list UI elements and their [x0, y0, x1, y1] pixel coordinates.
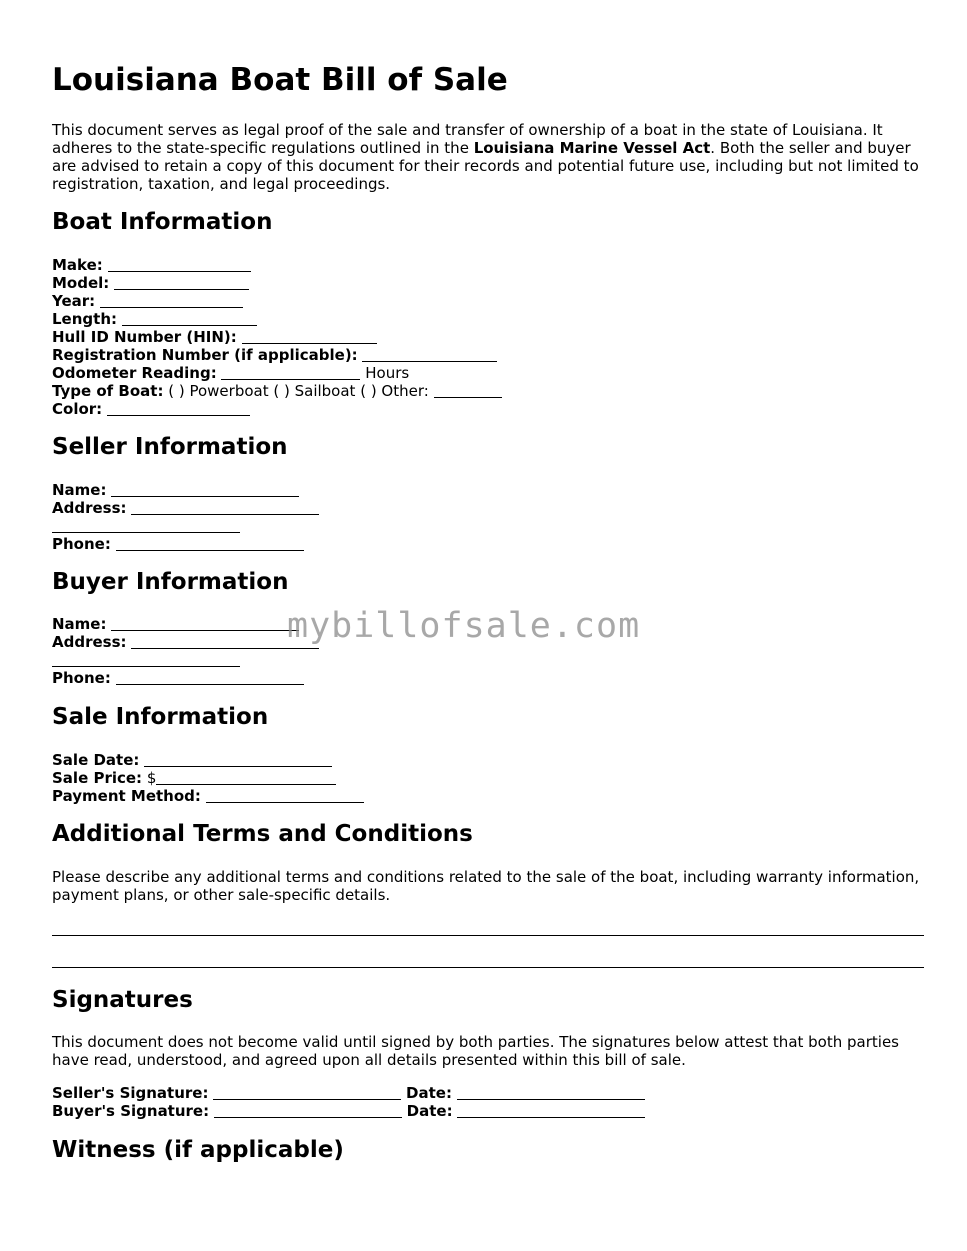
document-title: Louisiana Boat Bill of Sale	[52, 62, 508, 98]
registration-field	[52, 346, 502, 364]
sale-info-fields	[52, 751, 364, 805]
currency-symbol: $	[146, 769, 157, 787]
year-label: Year:	[52, 292, 96, 310]
sale-price-label: Sale Price:	[52, 769, 143, 787]
payment-method-blank[interactable]	[206, 788, 364, 803]
odometer-unit: Hours	[365, 364, 410, 382]
hin-label: Hull ID Number (HIN):	[52, 328, 237, 346]
hin-blank[interactable]	[242, 329, 377, 344]
make-label: Make:	[52, 256, 103, 274]
boat-type-other-blank[interactable]	[434, 383, 502, 398]
signatures-heading: Signatures	[52, 987, 193, 1013]
sale-date-label: Sale Date:	[52, 751, 140, 769]
signatures-text: This document does not become valid until signed by both parties. The signatures below attest that both parties have read, understood, and agreed upon all details presented within this bill of sale.	[52, 1033, 899, 1069]
seller-phone-field	[52, 535, 319, 553]
seller-info-fields	[52, 481, 319, 553]
seller-info-heading: Seller Information	[52, 434, 288, 460]
seller-phone-blank[interactable]	[116, 536, 304, 551]
seller-name-label: Name:	[52, 481, 107, 499]
seller-address-line-2	[52, 517, 319, 535]
year-field	[52, 292, 502, 310]
seller-signature-blank[interactable]	[213, 1085, 401, 1100]
buyer-signature-label: Buyer's Signature:	[52, 1102, 210, 1120]
sale-info-heading: Sale Information	[52, 704, 269, 730]
registration-blank[interactable]	[362, 347, 497, 362]
signature-fields	[52, 1084, 645, 1120]
terms-heading: Additional Terms and Conditions	[52, 821, 473, 847]
seller-address-label: Address:	[52, 499, 127, 517]
length-blank[interactable]	[122, 311, 257, 326]
model-blank[interactable]	[114, 275, 249, 290]
buyer-signature-row	[52, 1102, 645, 1120]
buyer-name-label: Name:	[52, 615, 107, 633]
length-field	[52, 310, 502, 328]
boat-info-heading: Boat Information	[52, 209, 273, 235]
intro-act-name: Louisiana Marine Vessel Act	[473, 139, 711, 157]
buyer-info-heading: Buyer Information	[52, 569, 289, 595]
terms-line-1[interactable]	[52, 935, 924, 936]
odometer-blank[interactable]	[221, 365, 360, 380]
buyer-date-blank[interactable]	[457, 1103, 645, 1118]
seller-address-field	[52, 499, 319, 517]
seller-date-label: Date:	[406, 1084, 452, 1102]
intro-text-end: . Both the seller and buyer are advised to retain a copy of this document for their records and potential future use, including but not limited to registration, taxation, and legal proceedings.	[52, 139, 919, 193]
year-blank[interactable]	[100, 293, 243, 308]
odometer-label: Odometer Reading:	[52, 364, 217, 382]
buyer-info-fields	[52, 615, 319, 687]
hin-field	[52, 328, 502, 346]
sale-date-field	[52, 751, 364, 769]
buyer-signature-blank[interactable]	[214, 1103, 402, 1118]
buyer-address-line-2	[52, 651, 319, 669]
seller-phone-label: Phone:	[52, 535, 111, 553]
odometer-field	[52, 364, 502, 382]
seller-signature-label: Seller's Signature:	[52, 1084, 209, 1102]
witness-heading: Witness (if applicable)	[52, 1137, 344, 1163]
length-label: Length:	[52, 310, 117, 328]
make-field	[52, 256, 502, 274]
buyer-address-label: Address:	[52, 633, 127, 651]
seller-name-blank[interactable]	[111, 482, 299, 497]
color-label: Color:	[52, 400, 103, 418]
buyer-date-label: Date:	[406, 1102, 453, 1120]
boat-type-options[interactable]: ( ) Powerboat ( ) Sailboat ( ) Other:	[168, 382, 429, 400]
terms-line-2[interactable]	[52, 967, 924, 968]
boat-type-field	[52, 382, 502, 400]
intro-paragraph	[52, 121, 924, 193]
buyer-phone-label: Phone:	[52, 669, 111, 687]
buyer-phone-field	[52, 669, 319, 687]
boat-info-fields	[52, 256, 502, 418]
intro-text-start: This document serves as legal proof of the sale and transfer of ownership of a boat in the state of Louisiana. It adheres to the state-specific regulations outlined in the	[52, 121, 883, 157]
sale-price-field	[52, 769, 364, 787]
boat-type-label: Type of Boat:	[52, 382, 164, 400]
model-field	[52, 274, 502, 292]
sale-price-blank[interactable]	[156, 770, 336, 785]
watermark: mybillofsale.com	[287, 606, 641, 646]
buyer-name-field	[52, 615, 319, 633]
color-blank[interactable]	[107, 401, 250, 416]
make-blank[interactable]	[108, 257, 251, 272]
payment-method-label: Payment Method:	[52, 787, 201, 805]
seller-name-field	[52, 481, 319, 499]
model-label: Model:	[52, 274, 110, 292]
buyer-address-field	[52, 633, 319, 651]
sale-date-blank[interactable]	[144, 752, 332, 767]
seller-date-blank[interactable]	[457, 1085, 645, 1100]
seller-address-blank[interactable]	[131, 500, 319, 515]
buyer-phone-blank[interactable]	[116, 670, 304, 685]
payment-method-field	[52, 787, 364, 805]
terms-text: Please describe any additional terms and conditions related to the sale of the boat, including warranty information, payment plans, or other sale-specific details.	[52, 868, 920, 904]
seller-address-blank-2[interactable]	[52, 518, 240, 533]
color-field	[52, 400, 502, 418]
seller-signature-row	[52, 1084, 645, 1102]
buyer-address-blank-2[interactable]	[52, 652, 240, 667]
registration-label: Registration Number (if applicable):	[52, 346, 358, 364]
buyer-name-blank[interactable]	[111, 616, 299, 631]
